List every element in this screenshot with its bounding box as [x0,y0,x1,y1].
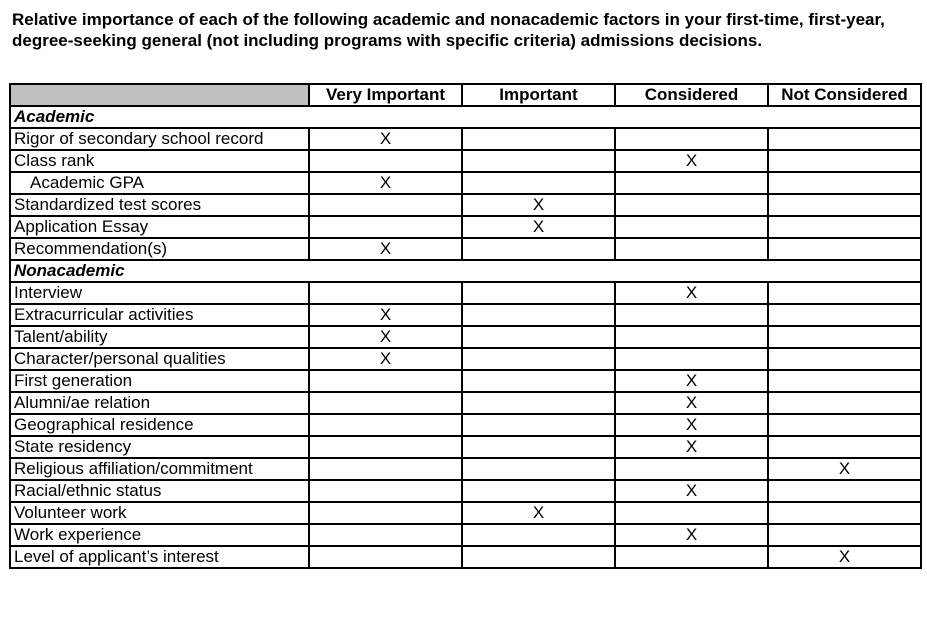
mark-cell-considered [615,128,768,150]
table-row [10,304,921,326]
mark-cell-important [462,348,615,370]
mark-cell-not-considered [768,392,921,414]
mark-cell-not-considered [768,150,921,172]
mark-cell-not-considered [768,414,921,436]
table-row [10,326,921,348]
mark-cell-very-important [309,502,462,524]
column-header-considered: Considered [615,84,768,106]
mark-cell-important [462,238,615,260]
mark-cell-considered: X [615,392,768,414]
factor-label: Class rank [10,150,309,172]
mark-cell-very-important [309,282,462,304]
mark-cell-not-considered [768,194,921,216]
mark-cell-not-considered [768,238,921,260]
factor-label: Recommendation(s) [10,238,309,260]
mark-cell-important [462,326,615,348]
factor-label: Extracurricular activities [10,304,309,326]
factor-label: Academic GPA [10,172,309,194]
mark-cell-very-important: X [309,304,462,326]
mark-cell-not-considered [768,348,921,370]
mark-cell-very-important [309,546,462,568]
mark-cell-not-considered [768,128,921,150]
mark-cell-considered: X [615,370,768,392]
table-row [10,414,921,436]
mark-cell-very-important: X [309,128,462,150]
mark-cell-considered [615,348,768,370]
mark-cell-important: X [462,216,615,238]
factor-label: Talent/ability [10,326,309,348]
corner-cell [10,84,309,106]
mark-cell-not-considered [768,172,921,194]
table-row [10,128,921,150]
factor-label: Level of applicant’s interest [10,546,309,568]
mark-cell-considered [615,304,768,326]
mark-cell-considered: X [615,150,768,172]
mark-cell-important [462,304,615,326]
mark-cell-important [462,282,615,304]
table-row [10,282,921,304]
mark-cell-very-important [309,414,462,436]
mark-cell-important [462,392,615,414]
table-row [10,436,921,458]
mark-cell-important [462,524,615,546]
mark-cell-not-considered: X [768,546,921,568]
mark-cell-not-considered [768,524,921,546]
mark-cell-not-considered [768,436,921,458]
table-row [10,348,921,370]
mark-cell-considered [615,546,768,568]
column-header-important: Important [462,84,615,106]
mark-cell-very-important [309,370,462,392]
mark-cell-considered: X [615,524,768,546]
factor-label: Volunteer work [10,502,309,524]
mark-cell-very-important [309,392,462,414]
mark-cell-considered: X [615,282,768,304]
admission-factors-table [9,83,922,569]
factor-label: Work experience [10,524,309,546]
mark-cell-not-considered [768,370,921,392]
mark-cell-very-important [309,480,462,502]
mark-cell-not-considered [768,216,921,238]
table-row [10,502,921,524]
section-row-nonacademic [10,260,921,282]
factor-label: Religious affiliation/commitment [10,458,309,480]
table-row [10,150,921,172]
mark-cell-important [462,150,615,172]
factor-label: Character/personal qualities [10,348,309,370]
mark-cell-important [462,436,615,458]
table-row [10,392,921,414]
factor-label: Geographical residence [10,414,309,436]
table-row [10,172,921,194]
mark-cell-important: X [462,194,615,216]
section-heading-nonacademic: Nonacademic [10,260,921,282]
mark-cell-very-important [309,194,462,216]
mark-cell-very-important [309,458,462,480]
mark-cell-considered [615,238,768,260]
mark-cell-very-important: X [309,326,462,348]
mark-cell-very-important [309,216,462,238]
mark-cell-not-considered [768,502,921,524]
factor-label: Standardized test scores [10,194,309,216]
mark-cell-considered [615,326,768,348]
mark-cell-important [462,480,615,502]
mark-cell-considered [615,458,768,480]
mark-cell-considered [615,172,768,194]
mark-cell-considered [615,216,768,238]
mark-cell-very-important [309,150,462,172]
section-row-academic [10,106,921,128]
mark-cell-not-considered [768,304,921,326]
section-heading-academic: Academic [10,106,921,128]
factor-label: Racial/ethnic status [10,480,309,502]
factor-label: Alumni/ae relation [10,392,309,414]
mark-cell-considered [615,502,768,524]
table-row [10,238,921,260]
table-row [10,480,921,502]
header-row [10,84,921,106]
column-header-very-important: Very Important [309,84,462,106]
page-title: Relative importance of each of the following academic and nonacademic factors in your first-time, first-year, degree-seeking general (not including programs with specific criteria) admissions decisions. [12,10,885,50]
mark-cell-very-important: X [309,348,462,370]
mark-cell-considered [615,194,768,216]
mark-cell-very-important: X [309,172,462,194]
factor-label: Application Essay [10,216,309,238]
mark-cell-considered: X [615,436,768,458]
mark-cell-important [462,458,615,480]
mark-cell-not-considered: X [768,458,921,480]
mark-cell-important [462,128,615,150]
table-row [10,216,921,238]
table-row [10,458,921,480]
mark-cell-not-considered [768,326,921,348]
factor-label: Rigor of secondary school record [10,128,309,150]
factor-label: First generation [10,370,309,392]
table-row [10,370,921,392]
factor-label: Interview [10,282,309,304]
mark-cell-not-considered [768,480,921,502]
mark-cell-very-important [309,436,462,458]
table-row [10,524,921,546]
mark-cell-very-important: X [309,238,462,260]
mark-cell-very-important [309,524,462,546]
mark-cell-important [462,414,615,436]
factor-label: State residency [10,436,309,458]
column-header-not-considered: Not Considered [768,84,921,106]
mark-cell-important [462,546,615,568]
mark-cell-considered: X [615,480,768,502]
table-body [10,84,921,568]
mark-cell-considered: X [615,414,768,436]
mark-cell-important [462,172,615,194]
table-row [10,546,921,568]
mark-cell-not-considered [768,282,921,304]
mark-cell-important: X [462,502,615,524]
mark-cell-important [462,370,615,392]
table-row [10,194,921,216]
